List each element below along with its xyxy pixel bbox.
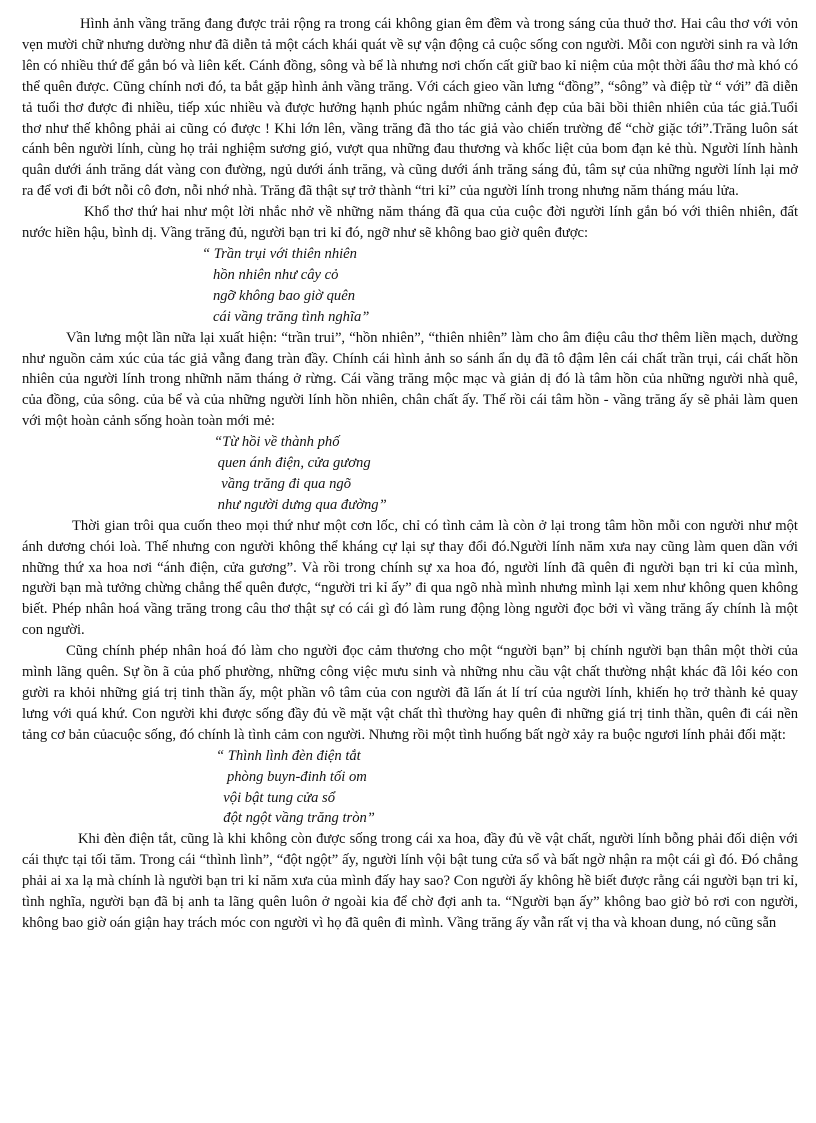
paragraph-1: Hình ảnh vầng trăng đang được trải rộng ra trong cái không gian êm đềm và trong sáng của thuở thơ. Hai câu thơ với vỏn vẹn mười chữ nhưng dường như đã diễn tả một cách khái quát về sự vận động cả cuộc sống con người. Mỗi con người sinh ra và lớn lên có nhiều thứ để gắn bó và liên kết. Cánh đồng, sông và bể là nhưng nơi chốn cất giữ bao kỉ niệm của một thời ấâu thơ mà khó có thể quên được. Cũng chính nơi đó, ta bắt gặp hình ảnh vầng trăng. Với cách gieo vần lưng “đồng”, “sông” và điệp từ “ với” đã diễn tả tuổi thơ được đi nhiều, tiếp xúc nhiều và được hưởng hạnh phúc ngắm những cảnh đẹp của bãi bồi thiên nhiên của tác giả.Tuổi thơ như thế không phải ai cũng có được ! Khi lớn lên, vầng trăng đã tho tác giả vào chiến trường để “chờ giặc tới”.Trăng luôn sát cánh bên người lính, cùng họ trải nghiệm sương gió, vượt qua những đau thương và khốc liệt của bom đạn kẻ thù. Người lính hành quân dưới ánh trăng dát vàng con đường, ngủ dưới ánh trăng, và cũng dưới ánh trăng sáng đủ, tâm sự của những người lính lại mở ra để vơi đi bớt nỗi cô đơn, nỗi nhớ nhà. Trăng đã thật sự trở thành “tri kỉ” của người lính trong nhưng năm tháng máu lửa. [22,16,798,200]
verse-line: “Từ hồi về thành phố [214,434,340,451]
verse-line: hồn nhiên như cây cỏ [202,266,339,283]
verse-line: quen ánh điện, cửa gương [214,455,371,472]
verse-1 [22,244,798,328]
verse-3 [22,746,798,830]
verse-line: đột ngột vầng trăng tròn” [216,810,375,827]
paragraph-2: Khổ thơ thứ hai như một lời nhắc nhở về những năm tháng đã qua của cuộc đời người lính gắn bó với thiên nhiên, đất nước hiền hậu, bình dị. Vầng trăng đủ, người bạn tri kỉ đó, ngỡ như sẽ không bao giờ quên được: [22,204,798,242]
verse-line: cái vầng trăng tình nghĩa” [202,308,370,325]
verse-line: vội bật tung cửa sổ [216,789,336,806]
document-page [22,14,798,934]
paragraph-4: Thời gian trôi qua cuốn theo mọi thứ như một cơn lốc, chỉ có tình cảm là còn ở lại trong tâm hồn mỗi con người như một ánh dương chói loà. Thế nhưng con người không thể kháng cự lại sự thay đổi đó.Người lính năm xưa nay cũng làm quen dần với những thứ xa hoa nơi “ánh điện, cửa gương”. Và rồi trong chính sự xa hoa đó, người lính đã quên đi người bạn tri kỉ của mình, người bạn mà tưởng chừng chẳng thể quên được, “người tri kỉ ấy” đi qua ngõ nhà mình nhưng mình lại xem như không quen không biết. Phép nhân hoá vầng trăng trong câu thơ thật sự có cái gì đó làm rung động lòng người đọc bởi vì vầng trăng ấy chính là một con người. [22,517,798,639]
verse-line: ngỡ không bao giờ quên [202,287,355,304]
verse-line: “ Trần trụi với thiên nhiên [202,245,357,262]
paragraph-6: Khi đèn điện tắt, cũng là khi không còn được sống trong cái xa hoa, đầy đủ về vật chất, người lính bỗng phải đối diện với cái thực tại tối tăm. Trong cái “thình lình”, “đột ngột” ấy, người lính vội bật tung cửa sổ và bất ngờ nhận ra một cái gì đó. Đó chẳng phải ai xa lạ mà chính là người bạn tri kỉ năm xưa của mình đấy hay sao? Con người ấy không hề biết được rằng cái người bạn tri kỉ, tình nghĩa, người bạn đã bị anh ta lãng quên luôn ở ngoài kia để chờ đợi anh ta. “Người bạn ấy” không bao giờ bỏ rơi con người, không bao giờ oán giận hay trách móc con người vì họ đã quên đi mình. Vầng trăng ấy vẫn rất vị tha và khoan dung, nó cũng sẵn [22,831,798,931]
verse-line: phòng buyn-đinh tối om [216,768,367,785]
verse-line: như người dưng qua đường” [214,496,387,513]
verse-line: “ Thình lình đèn điện tắt [216,747,361,764]
verse-line: vầng trăng đi qua ngõ [214,475,352,492]
verse-2 [22,432,798,516]
paragraph-5: Cũng chính phép nhân hoá đó làm cho người đọc cảm thương cho một “người bạn” bị chính người bạn thân một thời của mình lãng quên. Sự ồn ã của phố phường, những công việc mưu sinh và những nhu cầu vật chất thường nhật khác đã lôi kéo con gười ra khỏi những giá trị tinh thần ấy, một phần vô tâm của con người đã lấn át lí trí của người lính, khiến họ trở thành kẻ quay lưng với quá khứ. Con người khi được sống đầy đủ về mặt vật chất thì thường hay quên đi những giá trị tinh thần, quên đi cái nền tảng cơ bản củacuộc sống, đó chính là tình cảm con người. Nhưng rồi một tình huống bất ngờ xảy ra buộc ngươi lính phải đối mặt: [22,643,798,743]
paragraph-3: Vần lưng một lần nữa lại xuất hiện: “trần trui”, “hồn nhiên”, “thiên nhiên” làm cho âm điệu câu thơ thêm liền mạch, dường như nguồn cảm xúc của tác giả vẫng đang tràn đầy. Chính cái hình ảnh so sánh ẩn dụ đã tô đậm lên cái chất trần trụi, cái chất hồn nhiên của người lính trong nhữnh năm tháng ở rừng. Cái vầng trăng mộc mạc và giản dị đó là tâm hồn của những người nhà quê, của đồng, của sông. của bể và của những người lính hồn nhiên, chân chất ấy. Thế rồi cái tâm hồn - vầng trăng ấy sẽ phải làm quen với một hoàn cảnh sống hoàn toàn mới mẻ: [22,329,798,430]
